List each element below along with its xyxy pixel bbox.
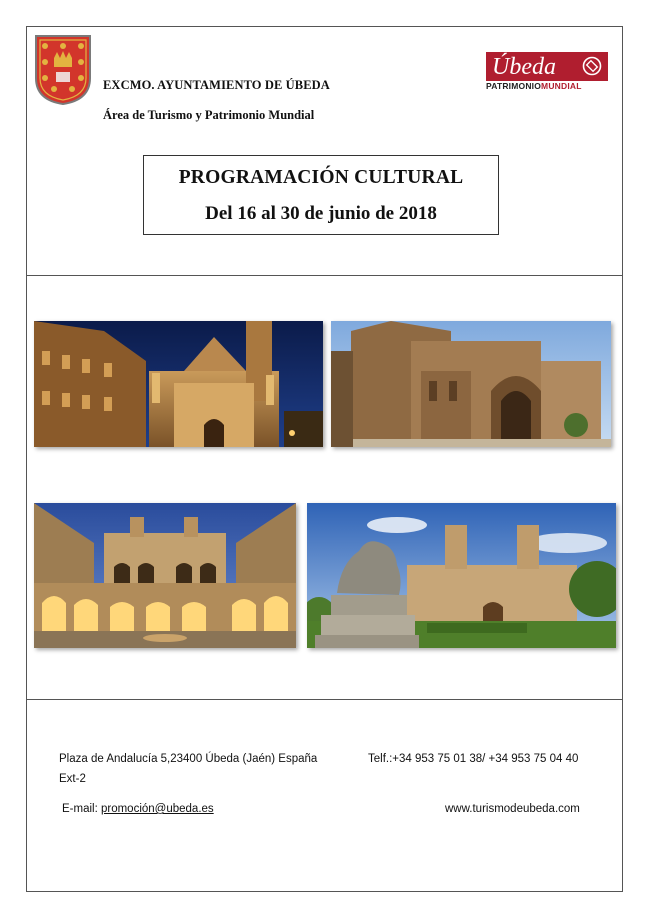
- photo-lion-statue-church: [307, 503, 616, 648]
- logo-background: [486, 52, 608, 81]
- footer-email-row: [62, 803, 214, 815]
- logo-word: Úbeda: [492, 54, 556, 80]
- title-line-1: PROGRAMACIÓN CULTURAL: [178, 167, 464, 188]
- footer-website[interactable]: www.turismodeubeda.com: [445, 803, 580, 815]
- logo-subtitle: [486, 81, 582, 91]
- organization-name: EXCMO. AYUNTAMIENTO DE ÚBEDA: [103, 78, 330, 92]
- photo-palace-courtyard: [34, 503, 296, 648]
- logo-subtitle-patrimonio: PATRIMONIO: [486, 81, 542, 91]
- footer-address: Plaza de Andalucía 5,23400 Úbeda (Jaén) España: [59, 753, 318, 765]
- ubeda-patrimonio-logo: [486, 52, 608, 92]
- title-box: [143, 155, 499, 235]
- logo-subtitle-mundial: MUNDIAL: [541, 81, 582, 91]
- footer-email-label: E-mail:: [62, 803, 98, 815]
- department-name: Área de Turismo y Patrimonio Mundial: [103, 108, 315, 122]
- divider-bottom: [26, 699, 623, 700]
- title-line-2: Del 16 al 30 de junio de 2018: [205, 203, 437, 224]
- photo-church-facade: [331, 321, 611, 447]
- footer-ext: Ext-2: [59, 773, 86, 785]
- footer-email-link[interactable]: promoción@ubeda.es: [100, 803, 214, 815]
- coat-of-arms-icon: [34, 34, 92, 106]
- world-heritage-icon: [582, 56, 602, 76]
- photo-sacred-chapel-night: [34, 321, 323, 447]
- footer-phone: Telf.:+34 953 75 01 38/ +34 953 75 04 40: [368, 753, 579, 765]
- divider-top: [26, 275, 623, 276]
